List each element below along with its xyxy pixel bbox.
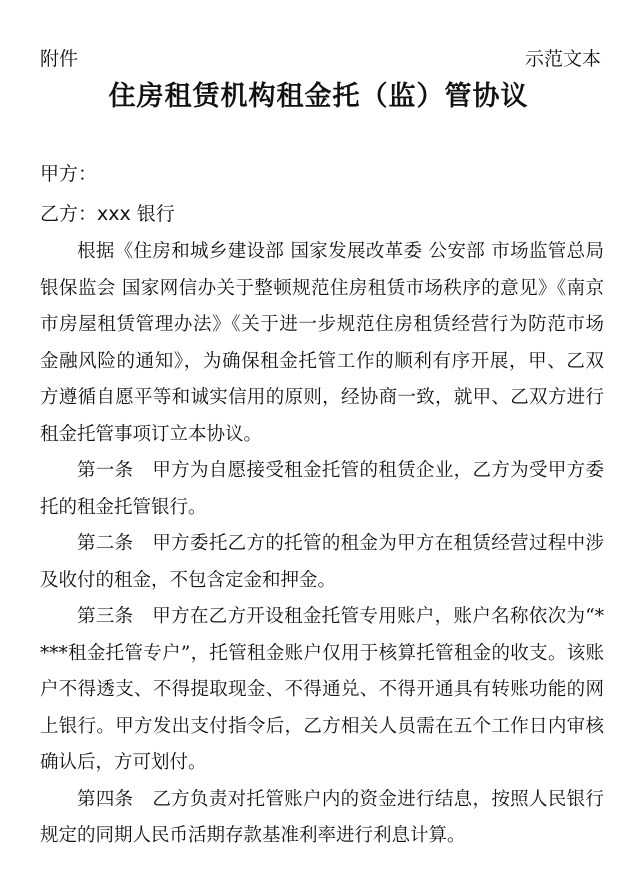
sample-text-label: 示范文本 xyxy=(524,48,601,70)
agreement-body xyxy=(40,234,604,855)
article-2-paragraph: 第二条 甲方委托乙方的托管的租金为甲方在租赁经营过程中涉及收付的租金，不包含定金和押金。 xyxy=(40,533,604,591)
article-1-paragraph: 第一条 甲方为自愿接受租金托管的租赁企业，乙方为受甲方委托的租金托管银行。 xyxy=(40,460,604,518)
preamble-paragraph: 根据《住房和城乡建设部 国家发展改革委 公安部 市场监管总局 银保监会 国家网信办关于整顿规范住房租赁市场秩序的意见》《南京市房屋租赁管理办法》《关于进一步规范住房租赁经营行为防范市场金融风险的通知》，为确保租金托管工作的顺利有序开展，甲、乙双方遵循自愿平等和诚实信用的原则，经协商一致，就甲、乙双方进行租金托管事项订立本协议。 xyxy=(40,241,604,445)
article-3-paragraph: 第三条 甲方在乙方开设租金托管专用账户，账户名称依次为“****租金托管专户”，托管租金账户仅用于核算托管租金的收支。该账户不得透支、不得提取现金、不得通兑、不得开通具有转账功能的网上银行。甲方发出支付指令后，乙方相关人员需在五个工作日内审核确认后，方可划付。 xyxy=(40,606,604,773)
party-b-line: 乙方：xxx 银行 xyxy=(40,203,175,225)
party-a-line: 甲方： xyxy=(40,163,98,185)
article-4-paragraph: 第四条 乙方负责对托管账户内的资金进行结息，按照人民银行规定的同期人民币活期存款基准利率进行利息计算。 xyxy=(40,788,604,846)
attachment-label: 附件 xyxy=(40,48,79,70)
document-title: 住房租赁机构租金托（监）管协议 xyxy=(108,81,529,112)
